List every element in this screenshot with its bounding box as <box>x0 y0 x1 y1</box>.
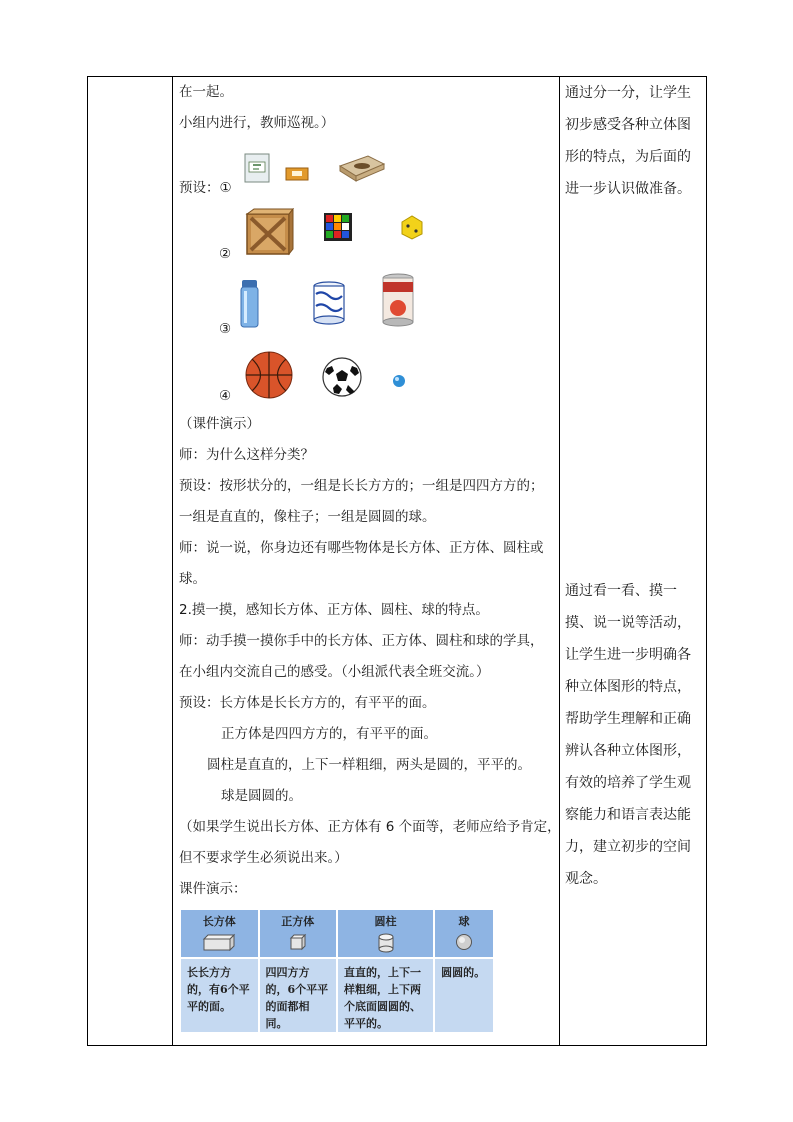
cuboid-feature: 长长方方的，有6个平平的面。 <box>181 959 258 1032</box>
purpose-column <box>565 77 703 887</box>
text-line: 正方体是四四方方的，有平平的面。 <box>221 726 437 742</box>
text-line: 预设：按形状分的，一组是长长方方的；一组是四四方方的； <box>179 478 544 494</box>
small-ball-icon <box>392 374 406 388</box>
purpose-note-2: 通过看一看、摸一摸、说一说等活动，让学生进一步明确各种立体图形的特点，帮助学生理解和正确辨认各种立体图形，有效的培养了学生观察能力和语言表达能力，建立初步的空间观念。 <box>565 583 691 887</box>
header-label: 圆柱 <box>374 915 397 928</box>
lesson-table <box>87 76 707 1046</box>
text-line: 师：为什么这样分类？ <box>179 447 314 463</box>
header-sphere <box>435 910 493 957</box>
text-line: 一组是直直的，像柱子；一组是圆圆的球。 <box>179 509 436 525</box>
header-cylinder <box>338 910 433 957</box>
table-border-right <box>706 77 707 1045</box>
soccer-ball-icon <box>321 356 363 398</box>
group-number: ④ <box>219 388 232 404</box>
cylinder-shape-icon <box>378 933 394 953</box>
can-icon <box>380 272 416 328</box>
text-line: 在一起。 <box>179 84 233 100</box>
small-box-icon <box>285 164 309 182</box>
purpose-note-1: 通过分一分，让学生初步感受各种立体图形的特点，为后面的进一步认识做准备。 <box>565 85 691 197</box>
text-line: 在小组内交流自己的感受。（小组派代表全班交流。） <box>179 664 490 680</box>
rubiks-cube-icon <box>323 212 353 242</box>
sphere-shape-icon <box>455 933 473 951</box>
cube-shape-icon <box>289 933 307 951</box>
header-label: 正方体 <box>281 915 315 928</box>
text-line: 课件演示： <box>179 881 247 897</box>
text-line: 预设：长方体是长长方方的，有平平的面。 <box>179 695 436 711</box>
basketball-icon <box>244 350 294 400</box>
thermos-icon <box>238 277 262 331</box>
header-label: 球 <box>458 915 470 928</box>
tea-box-icon <box>243 152 273 184</box>
porcelain-jar-icon <box>310 280 348 326</box>
wooden-crate-icon <box>244 208 294 258</box>
table-border-left <box>87 77 88 1045</box>
solid-features-table <box>179 908 495 1030</box>
text-line: 师：说一说，你身边还有哪些物体是长方体、正方体、圆柱或 <box>179 540 544 556</box>
text-line: 球是圆圆的。 <box>221 788 302 804</box>
sphere-feature: 圆圆的。 <box>435 959 493 1032</box>
header-cube <box>260 910 337 957</box>
text-line: （课件演示） <box>179 416 260 432</box>
table-divider-1 <box>172 77 173 1045</box>
preset-label: 预设：① <box>179 180 232 196</box>
text-line: 师：动手摸一摸你手中的长方体、正方体、圆柱和球的学具， <box>179 633 544 649</box>
group-number: ② <box>219 246 232 262</box>
cuboid-shape-icon <box>202 933 236 951</box>
cube-feature: 四四方方的，6个平平的面都相同。 <box>260 959 337 1032</box>
text-line: 但不要求学生必须说出来。） <box>179 850 348 866</box>
header-label: 长方体 <box>202 915 236 928</box>
text-line: 圆柱是直直的，上下一样粗细，两头是圆的，平平的。 <box>207 757 531 773</box>
text-line: （如果学生说出长方体、正方体有 6 个面等，老师应给予肯定， <box>179 819 561 835</box>
group-number: ③ <box>219 321 232 337</box>
header-cuboid <box>181 910 258 957</box>
die-icon <box>398 212 426 240</box>
text-line: 球。 <box>179 571 206 587</box>
tissue-box-icon <box>338 152 386 182</box>
cylinder-feature: 直直的，上下一样粗细，上下两个底面圆圆的、平平的。 <box>338 959 433 1032</box>
text-line: 2.摸一摸，感知长方体、正方体、圆柱、球的特点。 <box>179 602 489 618</box>
text-line: 小组内进行，教师巡视。） <box>179 115 335 131</box>
